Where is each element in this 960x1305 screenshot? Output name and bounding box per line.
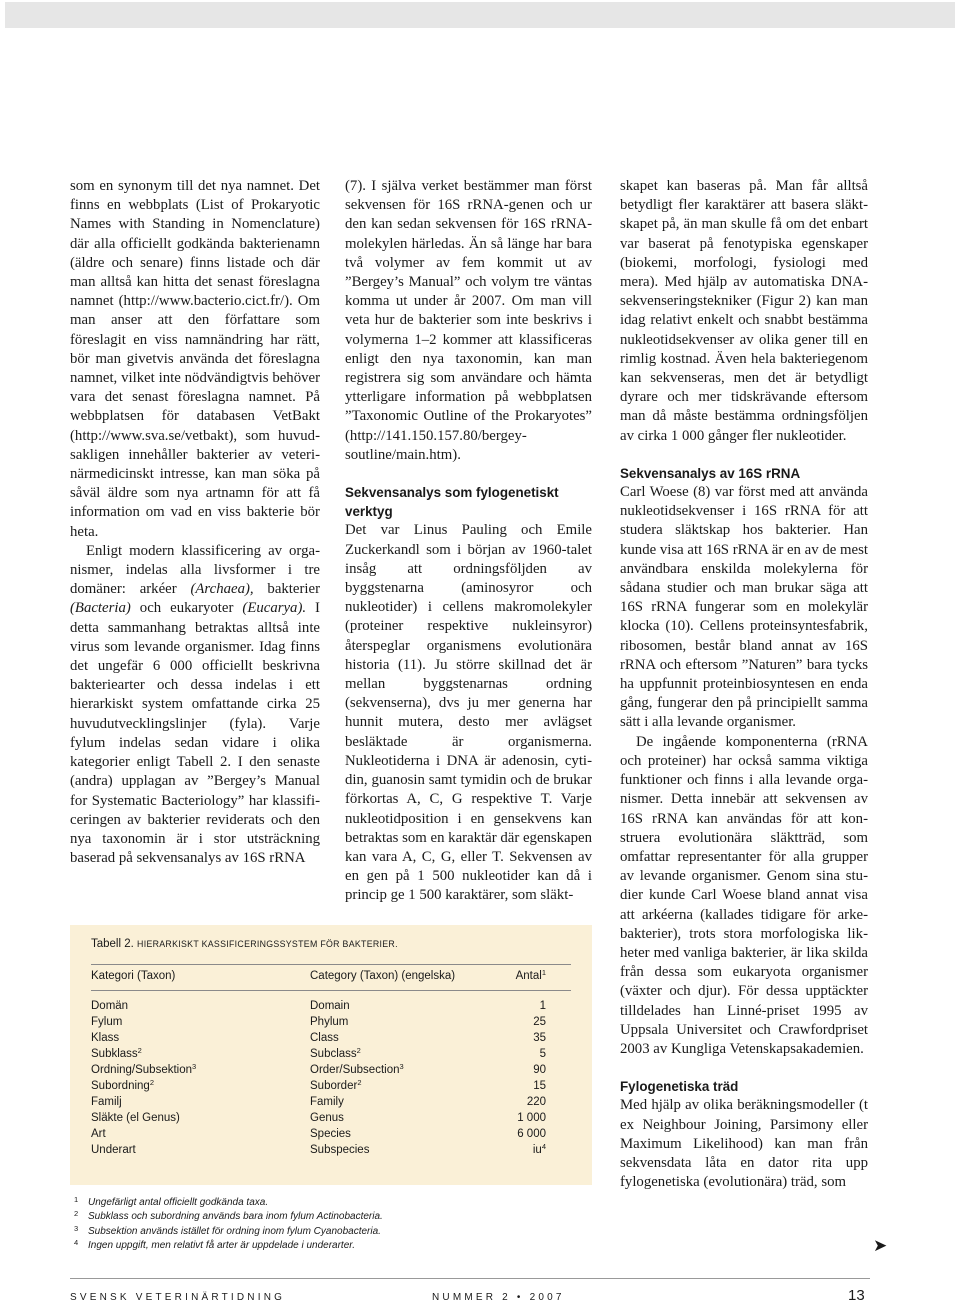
- footnote-number: 2: [74, 1209, 79, 1219]
- column-3: [620, 177, 868, 1192]
- table-caption: Tabell 2. HIERARKISKT KASSIFICERINGSSYSTEM FÖR BAKTERIER.: [91, 938, 398, 950]
- footnotes: [74, 1195, 588, 1253]
- footnote-text: Subklass och subordning används bara inom fylum Actinobacteria.: [88, 1211, 383, 1223]
- table-cell: Subclass$^2$: [310, 1046, 361, 1060]
- table-header-row: [91, 967, 571, 989]
- paragraph: Carl Woese (8) var först med att använda nukleotidsekvenser i 16S rRNA för att studera släktskap hos bakterier. Han kunde visa att 16S rRNA är en av de mest användbara enskilda molekylerna för sådana studier och man brukar säga att 16S rRNA fungerar som en molekylär klocka (10). Cellens proteinsyntesfabrik, ribosomen, består bland annat av 16S rRNA och eftersom ”Naturen” bara tycks ha uppfunnit proteinbiosyntesen en enda gång, fungerar den på principiellt samma sätt i alla levande organismer.: [620, 484, 868, 731]
- table-caption-title: HIERARKISKT KASSIFICERINGSSYSTEM FÖR BAKTERIER.: [137, 939, 398, 949]
- table-row: [91, 1030, 571, 1046]
- table-row: [91, 1126, 571, 1142]
- table-cell: Genus: [310, 1112, 344, 1124]
- table-cell: Class: [310, 1032, 339, 1044]
- table-cell: 5: [539, 1048, 546, 1060]
- table-cell: 6 000: [517, 1128, 546, 1140]
- section-heading: Fylogenetiska träd: [620, 1079, 739, 1095]
- table-cell: 220: [526, 1096, 546, 1108]
- table-rule: [91, 964, 571, 965]
- table-cell: 90: [533, 1064, 546, 1076]
- footnote: [74, 1237, 588, 1253]
- paragraph: skapet kan baseras på. Man får alltså betydligt fler karaktärer att basera släktskapet på, än man skulle få om det enbart var baserat på fenotypiska egenskaper (biokemi, morfologi, fysiologi med mera). Med hjälp av automatiska DNA-sekvenseringstekniker (Figur 2) kan man idag relativt enkelt och snabbt bestämma nukleotidsekvenser av olika gener till en rimlig kostnad. Även hela bakteriegenom kan sekvenseras, men det är betydligt dyrare och mer tidskrävande eftersom man då måste bestämma ordningsföljen av cirka 1 000 gånger fler nukleotider.: [620, 178, 868, 444]
- footnote-text: Ungefärligt antal officiellt godkända taxa.: [88, 1197, 269, 1208]
- table-cell: Klass: [91, 1032, 120, 1044]
- paragraph: De ingående komponenterna (rRNA och proteiner) har också samma viktiga funktioner och finns i alla levande organismer. Detta innebär att sekvensen av 16S rRNA kan användas för att konstruera evolutionära släktträd, som omfattar representanter för alla grupper av levande organismer. Genom sina studier kunde Carl Woese bland annat visa att arkéerna (kallades tidigare för arkebakterier), trots stora morfologiska likheter med vanliga bakterier, är lika skilda från dessa som eukaryota organismer (växter och djur). För dessa upptäckter tilldelades han Linné-priset 1995 av Uppsala Universitet och Crawfordpriset 2003 av Kungliga Vetenskapsakademien.: [620, 733, 868, 1057]
- top-bar: [5, 2, 955, 28]
- table-cell: Subklass$^2$: [91, 1046, 142, 1060]
- table-cell: Underart: [91, 1144, 136, 1156]
- page-number: 13: [848, 1287, 865, 1304]
- section-heading: Sekvensanalys av 16S rRNA: [620, 465, 801, 481]
- table-cell: 1 000: [517, 1112, 546, 1124]
- table-cell: Fylum: [91, 1016, 123, 1028]
- journal-name: SVENSK VETERINÄRTIDNING: [70, 1292, 286, 1303]
- column-1: [70, 177, 320, 868]
- table-row: [91, 1110, 571, 1126]
- footnote-text: Ingen uppgift, men relativt få arter är uppdelade i underarter.: [88, 1239, 356, 1251]
- table-row: [91, 1078, 571, 1094]
- table-rule: [91, 990, 571, 991]
- table-cell: Phylum: [310, 1016, 349, 1028]
- table-cell: Suborder$^2$: [310, 1078, 362, 1092]
- footnote-text: Subsektion används istället för ordning inom fylum Cyanobacteria.: [88, 1225, 381, 1237]
- table-cell: 1: [539, 1000, 546, 1012]
- footnote: [74, 1209, 588, 1224]
- section-heading: Sekvensanalys som fylogenetiskt verktyg: [345, 485, 559, 520]
- paragraph: Det var Linus Pauling och Emile Zuckerkandl som i början av 1960-talet insåg att ordningsföljden av byggstenarna (aminosyror och nukleotider) i cellens makromolekyler (proteiner respektive nukleinsyror) återspeglar organismens evolutionära historia (11). Ju större skillnad det är mellan byggstenarnas ordning (sekvenserna), dvs ju mer generna har hunnit mutera, desto mer avlägset besläktade är organismerna. Nukleotiderna i DNA är adenosin, cytidin, guanosin samt tymidin och de brukar förkortas A, C, G respektive T. Varje nukleotidposition i en gensekvens kan betraktas som en karaktär där egenskapen kan vara A, C, G, eller T. Sekvensen av en gen på 1 500 nukleotider kan då i princip ge 1 500 karaktärer, som släkt-: [345, 522, 592, 904]
- table-cell: Species: [310, 1128, 351, 1140]
- footer-rule: [70, 1278, 870, 1279]
- continue-arrow-icon: ➤: [873, 1236, 888, 1256]
- table-cell: 35: [533, 1032, 546, 1044]
- table-cell: Släkte (el Genus): [91, 1112, 180, 1124]
- footnote: [74, 1195, 588, 1210]
- table-row: [91, 1142, 571, 1158]
- table-cell: Family: [310, 1096, 344, 1108]
- footnote-number: 1: [74, 1195, 79, 1204]
- header-cell: Kategori (Taxon): [91, 970, 176, 982]
- table-cell: Subordning$^2$: [91, 1078, 154, 1092]
- header-cell: Antal$^1$: [515, 968, 546, 982]
- footnote-number: 4: [74, 1237, 79, 1247]
- table-cell: 25: [533, 1016, 546, 1028]
- paragraph: Enligt modern klassificering av organismer, indelas alla livsformer i tre domäner: arkéer (Archaea), bakterier (Bacteria) och eukaryoter (Eucarya). I detta sammanhang betraktas alltså inte virus som levande organismer. Idag finns det ungefär 6 000 officiellt beskrivna bakteriearter och dessa indelas i ett hierarkiskt system omfattande cirka 25 huvudutvecklingslinjer (fyla). Varje fylum indelas sedan vidare i olika kategorier enligt Tabell 2. I den senaste (andra) upplagan av ”Bergey’s Manual for Systematic Bacteriology” har klassificeringen av bakterier reviderats och den nya taxonomin är i stor utsträckning baserad på sekvensanalys av 16S rRNA: [70, 542, 320, 867]
- footnote: [74, 1223, 588, 1239]
- footnote-number: 3: [74, 1223, 79, 1233]
- table-cell: Ordning/Subsektion$^3$: [91, 1062, 197, 1076]
- table-row: [91, 1062, 571, 1078]
- table-row: [91, 998, 571, 1014]
- classification-table: [70, 925, 592, 1185]
- issue-number: NUMMER 2 • 2007: [432, 1292, 565, 1303]
- header-cell: Category (Taxon) (engelska): [310, 970, 456, 982]
- table-cell: 15: [533, 1080, 546, 1092]
- table-body: [91, 998, 571, 1158]
- table-row: [91, 1014, 571, 1030]
- table-cell: Domain: [310, 1000, 350, 1012]
- table-row: [91, 1046, 571, 1062]
- table-row: [91, 1094, 571, 1110]
- column-2: [345, 177, 592, 906]
- table-cell: Art: [91, 1128, 106, 1140]
- paragraph: (7). I själva verket bestämmer man först sekvensen för 16S rRNA-genen och ur den kan sedan sekvensen för 16S rRNA-molekylen härledas. Än så länge har bara två volymer av fem kommit ut av ”Bergey’s Manual” och volym tre väntas komma ut under år 2007. Om man vill veta hur de bakterier som inte beskrivs i volymerna 1–2 kommer att klassificeras enligt den nya taxonomin, kan man registrera sig som användare och hämta ytterligare information på webbplatsen ”Taxonomic Outline of the Prokaryotes” (http://141.150.157.80/bergeysoutline/main.htm).: [345, 178, 592, 463]
- table-cell: Domän: [91, 1000, 129, 1012]
- paragraph: Med hjälp av olika beräkningsmodeller (t ex Neighbour Joining, Parsimony eller Maximum Likelihood) kan man från sekvensdata låta en dator rita upp fylogenetiska (evolutionära) träd, som: [620, 1097, 868, 1191]
- paragraph: som en synonym till det nya namnet. Det finns en webbplats (List of Prokaryotic Names with Standing in Nomenclature) där alla officiellt godkända bakterienamn (äldre och senare) finns listade och där man alltså kan hitta det senast föreslagna namnet (http://www.bacterio.cict.fr/). Om man anser att den författare som föreslagit en viss namnändring har rätt, bör man givetvis använda det föreslagna namnet, vilket inte nödvändigtvis behöver vara det senast föreslagna namnet. På webbplatsen för databasen VetBakt (http://www.sva.se/vetbakt), som huvudsakligen innehåller bakterier av veterinärmedicinskt intresse, kan man söka på såväl äldre som nya artnamn för att få information om vad en viss bakterie bör heta.: [70, 178, 320, 540]
- table-cell: Subspecies: [310, 1144, 370, 1156]
- table-cell: $iu^4$: [532, 1142, 546, 1156]
- table-cell: Familj: [91, 1096, 122, 1108]
- table-cell: Order/Subsection$^3$: [310, 1062, 404, 1076]
